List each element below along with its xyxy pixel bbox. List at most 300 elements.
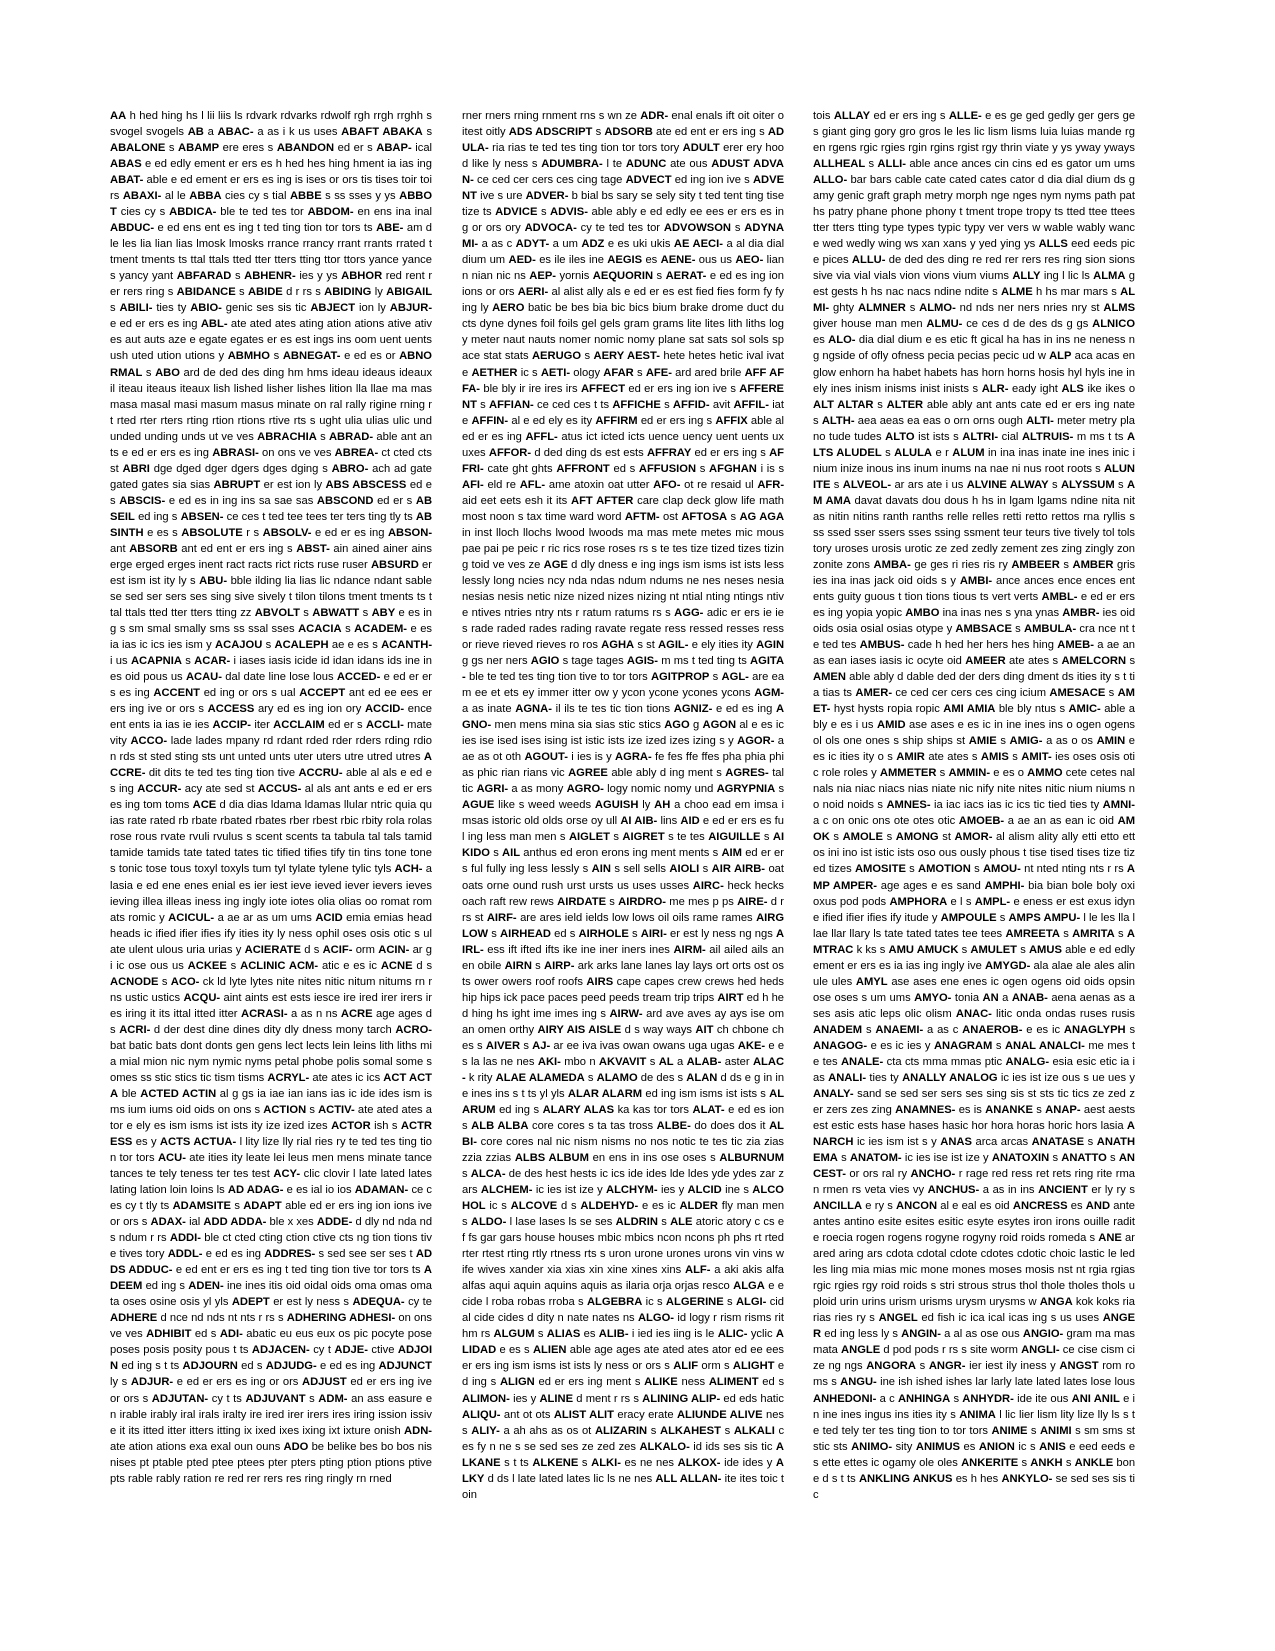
entry-suffixes: me mes te tes <box>813 1039 1135 1068</box>
entry-suffixes: ot re resaid ul <box>684 478 754 491</box>
entry-headword: ADUMBRA- <box>541 158 603 171</box>
entry-suffixes: en ens ina inal <box>357 206 432 219</box>
entry-headword: ANALLY ANALOG <box>902 1071 998 1084</box>
entry-headword: ACAR- <box>194 655 231 668</box>
entry-suffixes: ies y ys <box>299 270 338 283</box>
entry-suffixes: ar ared aring ars cdota cdotal cdote cdotes cdotic choic lastic le led les ling mia mias mic mone mones moses mosis nst nt rgia rgias rgic rgies rgy roid roids s stri strous strus thol thole tholes thols uploid urin urins urism urisms urysm urysms w <box>813 1232 1135 1309</box>
entry-suffixes: l te <box>606 158 623 171</box>
entry-suffixes: s <box>724 1424 731 1437</box>
entry-suffixes: es <box>1070 1200 1083 1213</box>
entry-suffixes: e in ine ines ingus ins ities ity s <box>813 1392 1135 1421</box>
entry-suffixes: ine ines itis oid oidal oids oma omas omata oses osine osis yl yls <box>110 1280 432 1309</box>
entry-suffixes: ant <box>110 542 126 555</box>
entry-suffixes: s <box>1118 478 1124 491</box>
entry-headword: AEGIS <box>607 254 643 267</box>
entry-suffixes: ies oses osis otic role roles y <box>813 751 1135 780</box>
entry-headword: AMOK <box>813 815 1135 844</box>
entry-suffixes: s <box>1052 1152 1059 1165</box>
entry-suffixes: do does dos it <box>694 1119 766 1132</box>
entry-headword: AND <box>1085 1200 1111 1213</box>
entry-suffixes: d s way ways <box>624 1023 693 1036</box>
entry-suffixes: ed ing s <box>499 1103 540 1116</box>
entry-headword: AMEN <box>813 671 846 684</box>
entry-suffixes: able ably e es i us <box>813 703 1135 732</box>
entry-headword: AFGHAN <box>709 462 757 475</box>
entry-suffixes: ness <box>462 1408 784 1437</box>
entry-suffixes: e ed edly ement er ers es h hed hes hing hment ia ias ing <box>145 158 432 171</box>
entry-headword: ALGO- <box>637 1312 675 1325</box>
entry-headword: ADVICE <box>495 206 538 219</box>
entry-headword: ANIME <box>991 1424 1028 1437</box>
entry-headword: AIGUILLE <box>708 831 761 844</box>
entry-headword: AIVER <box>485 1039 521 1052</box>
entry-suffixes: bar bars cable cate cated cates cator d dia dial dium ds gamy genic graft graph metry morph nge nges nym nyms path paths patry phane phone phony t tment trope tropy ts tted ttee ttees tter tters tting type types typic typy ver vers w wable wably wance wed wedly wing ws xan xans y yed ying ys <box>813 174 1135 251</box>
entry-headword: AETI- <box>540 366 571 379</box>
entry-suffixes: d r rs s <box>286 286 321 299</box>
entry-suffixes: s <box>885 446 891 459</box>
entry-headword: ADAMAN- <box>354 1184 409 1197</box>
entry-suffixes: e eed eeds es ette ettes ic ogamy ole oles <box>813 1440 1135 1469</box>
entry-headword: ALBURNUM <box>719 1152 784 1165</box>
entry-headword: ANAGRAM <box>933 1039 993 1052</box>
entry-headword: AMMETER <box>879 767 937 780</box>
entry-suffixes: cidal cide cides d dity n nate nates ns <box>462 1296 784 1325</box>
entry-suffixes: ed er s <box>377 494 413 507</box>
entry-headword: ALTER <box>886 398 924 411</box>
entry-suffixes: ge ges ri ries ris ry <box>914 558 1008 571</box>
entry-suffixes: cete cetes nal nals nia niac niacs nias niate nic nify nite nites nitic nium niums no noid noids s <box>813 767 1135 812</box>
entry-headword: ANAB- <box>1011 991 1048 1004</box>
entry-headword: ABAFT ABAKA <box>341 126 423 139</box>
entry-suffixes: hyst hysts ropia ropic <box>833 703 940 716</box>
entry-suffixes: eed eeds pice pices <box>813 238 1135 267</box>
entry-suffixes: a c <box>879 1392 895 1405</box>
entry-headword: ADDRES- <box>264 1248 316 1261</box>
entry-headword: AGREE <box>568 767 608 780</box>
entry-suffixes: ed ing ism isms ist ists s <box>645 1087 766 1100</box>
entry-suffixes: ble bly ntus s <box>998 703 1066 716</box>
entry-headword: ACE <box>192 799 217 812</box>
entry-headword: ADD ADDA- <box>203 1216 267 1229</box>
entry-suffixes: s <box>462 1168 468 1181</box>
entry-suffixes: gris ies ina inas jack oid oids s y <box>813 558 1135 587</box>
entry-headword: AGUISH <box>594 799 639 812</box>
entry-headword: ALUNITE <box>813 462 1135 491</box>
entry-headword: ALIEN <box>532 1344 567 1357</box>
entry-headword: ALT ALTAR <box>813 398 874 411</box>
entry-suffixes: s <box>273 350 280 363</box>
entry-headword: ABWATT <box>312 606 360 619</box>
entry-headword: AMONG <box>895 831 939 844</box>
entry-suffixes: s <box>480 398 486 411</box>
entry-suffixes: s <box>1020 943 1026 956</box>
entry-headword: ANADEM <box>813 1023 863 1036</box>
entry-suffixes: d dly dness e ing ings ism isms ist ists less lessly long ncies ncy nda ndas ndum ndums ne nes neses nesia nesias nesis netic nize nized nizes nizing nt ntial nting ntings ntive ntives ntries ntry nts r ratum ratums rs s <box>462 558 784 619</box>
entry-headword: ABVOLT <box>254 606 300 619</box>
entry-headword: AG AGA <box>739 510 784 523</box>
entry-suffixes: e ed er ers es ing yopia yopic <box>813 590 1135 619</box>
entry-suffixes: eld re <box>487 478 516 491</box>
entry-headword: ALCOHOL <box>462 1184 784 1213</box>
entry-headword: AMOEB- <box>958 815 1005 828</box>
entry-suffixes: a c on onic ons ote otes otic <box>813 815 956 828</box>
entry-suffixes: e ed es in ing ins sa sae sas <box>168 494 314 507</box>
entry-suffixes: ce ces cy t tly ts <box>110 1184 432 1213</box>
entry-suffixes: s <box>865 1023 872 1036</box>
entry-suffixes: e ed er ers es ing or ors <box>176 1376 299 1389</box>
entry-headword: ANAL ANALCI- <box>1004 1039 1085 1052</box>
entry-headword: AMBI- <box>959 574 993 587</box>
entry-headword: ANCON <box>896 1200 938 1213</box>
entry-suffixes: s <box>1036 1103 1042 1116</box>
entry-headword: ACNODE <box>110 975 159 988</box>
entry-suffixes: m ms t ts <box>1076 430 1124 443</box>
entry-suffixes: s <box>161 975 168 988</box>
entry-suffixes: ies oid oids osia osial osias otype y <box>813 606 1135 635</box>
entry-headword: ALIF <box>673 1360 699 1373</box>
entry-suffixes: gest gests h hs nac nacs ndine ndite s <box>813 270 1135 299</box>
entry-headword: ALVEOL- <box>842 478 892 491</box>
entry-headword: ALYSSUM <box>1060 478 1115 491</box>
entry-headword: ALGERINE <box>665 1296 724 1309</box>
entry-suffixes: ate ous <box>670 158 708 171</box>
entry-headword: ADJUTAN- <box>151 1392 209 1405</box>
entry-headword: ANAEMI- <box>875 1023 924 1036</box>
entry-headword: AN <box>982 991 999 1004</box>
entry-headword: ALS <box>1061 382 1084 395</box>
entry-headword: AFT AFTER <box>571 494 634 507</box>
entry-suffixes: ce ces d de des ds g gs <box>966 318 1089 331</box>
entry-headword: AGRA- <box>615 751 652 764</box>
entry-headword: ANIMUS <box>915 1440 960 1453</box>
entry-headword: AMBO <box>905 606 940 619</box>
entry-headword: ABRASI- <box>212 446 259 459</box>
entry-headword: AIRL- <box>462 927 784 956</box>
entry-headword: AMELCORN <box>1061 655 1127 668</box>
entry-headword: AFTOSA <box>681 510 728 523</box>
entry-suffixes: ence ent ents ia ias ie ies <box>110 703 432 732</box>
entry-suffixes: able al ed er es ing <box>462 414 784 443</box>
entry-suffixes: e es ial io ios <box>286 1184 352 1197</box>
entry-headword: ALCOVE <box>510 1200 558 1213</box>
entry-headword: ADVER- <box>525 190 569 203</box>
entry-headword: ANGER <box>813 1312 1135 1341</box>
entry-headword: ANGLI- <box>1021 1344 1060 1357</box>
entry-suffixes: s <box>995 1039 1002 1052</box>
entry-suffixes: s <box>833 478 840 491</box>
entry-headword: ACICUL- <box>168 911 215 924</box>
entry-headword: AMYL <box>855 975 888 988</box>
entry-headword: ADR- <box>640 110 669 122</box>
entry-headword: ALIY- <box>471 1424 500 1437</box>
entry-suffixes: dia dial dium e es etic ft gical ha has in ins ne neness ng ngside of ofly ofness pecia pecias pecic ud w <box>813 334 1135 363</box>
entry-headword: AFFID- <box>672 398 710 411</box>
entry-suffixes: ide ides y <box>724 1456 773 1469</box>
entry-suffixes: able ably ant ants cate ed er ers ing nate s <box>813 398 1135 427</box>
entry-headword: ALKOX- <box>677 1456 721 1469</box>
entry-suffixes: s <box>1021 1456 1028 1469</box>
entry-suffixes: a <box>207 126 214 139</box>
entry-headword: ABRACHIA <box>257 430 317 443</box>
entry-headword: AFFRI- <box>462 446 784 475</box>
entry-headword: AFFIX <box>715 414 748 427</box>
entry-suffixes: ghty <box>833 302 855 315</box>
entry-suffixes: h hed hing hs l lii liis ls rdvark rdvarks rdwolf rgh rrgh rrghh s svogel svogels <box>110 110 432 139</box>
entry-headword: AMOSITE <box>854 863 906 876</box>
entry-headword: AFFRONT <box>556 462 610 475</box>
entry-headword: AFFRAY <box>646 446 692 459</box>
entry-headword: ABBE <box>289 190 322 203</box>
entry-suffixes: ier iest ily iness y <box>969 1360 1056 1373</box>
entry-suffixes: de des s <box>640 1071 684 1084</box>
entry-headword: AMMIN- <box>948 767 991 780</box>
entry-suffixes: ness <box>681 1376 706 1389</box>
entry-headword: ALAT- <box>692 1103 725 1116</box>
entry-suffixes: aint aints est ests iesce ire ired irer irers ires iring it its ittal itted itter <box>110 991 432 1020</box>
entry-headword: ABBA <box>189 190 222 203</box>
entry-headword: AMESACE <box>1049 687 1106 700</box>
entry-headword: ACIN- <box>378 943 410 956</box>
entry-suffixes: ed eds hatic <box>723 1392 784 1405</box>
entry-headword: AMYGD- <box>984 959 1031 972</box>
entry-headword: ADJUR- <box>130 1376 174 1389</box>
entry-suffixes: bble ilding lia lias lic ndance ndant sable se sed ser sers ses sing sive sively t tilon tilons tment tments ts ttal ttals tted tter tters tting zz <box>110 574 432 619</box>
entry-headword: AFAR <box>603 366 634 379</box>
entry-suffixes: s <box>581 1456 588 1469</box>
entry-suffixes: d dia dias ldama ldamas llular ntric quia quias rate rated rb rbate rbated rbates rber rbest rbic rbity rola rolas rose rous rvate rvuli rvulus s scent scents ta tabula tal tals tamid tamide tamids tate tated tates tic tified tifies tify tin tins tone tones tonic tose tous toxyl toxyls tum tyl tylate tylene tylic tyls <box>110 799 432 876</box>
entry-headword: ANHINGA <box>897 1392 951 1405</box>
entry-suffixes: b bial bs sary se sely sity t ted tent ting tise tize ts <box>462 190 784 219</box>
entry-suffixes: ante antes antino esite esites esitic esyte esytes iron irons ouille radite roecia rogen rogens rogyne rogyny roid roids romeda s <box>813 1200 1135 1245</box>
entry-suffixes: s <box>535 959 541 972</box>
entry-headword: ALE <box>670 1216 693 1229</box>
entry-headword: ACNE <box>380 959 413 972</box>
entry-headword: ALLI- <box>877 158 907 171</box>
entry-headword: AMBL- <box>1041 590 1078 603</box>
entry-headword: AIRE- <box>737 895 768 908</box>
entry-suffixes: s tage tages <box>562 655 624 668</box>
entry-suffixes: a ae as ot oth <box>462 735 784 764</box>
entry-suffixes: ing l lic ls <box>1043 270 1090 283</box>
entry-headword: AMRITA <box>1072 927 1115 940</box>
entry-headword: ANARCH <box>813 1119 1135 1148</box>
entry-headword: AIRY AIS AISLE <box>537 1023 622 1036</box>
entry-headword: ANGORA <box>866 1360 916 1373</box>
entry-headword: ADSORB <box>604 126 653 139</box>
entry-headword: ADYT- <box>515 238 550 251</box>
entry-headword: ANIS <box>1039 1440 1066 1453</box>
entry-headword: ALULA <box>894 446 933 459</box>
entry-suffixes: ant ed ee ees er ers ing ive or ors s <box>110 687 432 716</box>
entry-headword: ALCHEM- <box>480 1184 533 1197</box>
entry-headword: ADAX- <box>150 1216 186 1229</box>
entry-suffixes: al als ant ants e ed er ers es ing tom toms <box>110 783 432 812</box>
entry-suffixes: e l s <box>950 895 972 908</box>
entry-headword: ALGA <box>733 1280 765 1293</box>
entry-suffixes: es <box>645 254 658 267</box>
entry-suffixes: ar ee iva ivas owan owans uga ugas <box>553 1039 735 1052</box>
entry-suffixes: s <box>1000 735 1006 748</box>
entry-headword: ANKH <box>1030 1456 1063 1469</box>
entry-suffixes: s <box>493 847 499 860</box>
entry-headword: AMEB- <box>1057 639 1094 652</box>
entry-headword: ADDI- <box>169 1232 201 1245</box>
entry-suffixes: s <box>230 959 237 972</box>
entry-headword: ADJUST <box>302 1376 347 1389</box>
entry-suffixes: se sed ses sis tic <box>813 1472 1135 1501</box>
entry-headword: ALTI- <box>1026 414 1054 427</box>
entry-headword: ADEQUA- <box>352 1296 405 1309</box>
entry-headword: ANHEDONI- <box>813 1392 877 1405</box>
entry-suffixes: avit <box>712 398 731 411</box>
entry-suffixes: ties ty <box>869 1071 899 1084</box>
entry-headword: ANHYDR- <box>962 1392 1014 1405</box>
entry-suffixes: lade lades mpany rd rdant rded rder rders rding rdion rds st sted sting sts unt unted unts uter uters utre utred utres <box>110 735 432 764</box>
entry-suffixes: aid eet eets esh it its <box>462 494 568 507</box>
entry-suffixes: a <box>676 1055 684 1068</box>
entry-headword: ANGIO- <box>1022 1328 1064 1341</box>
entry-headword: ANIMI <box>1039 1424 1072 1437</box>
entry-suffixes: ed s <box>554 927 576 940</box>
entry-suffixes: d dly nd nda nds ndum r rs <box>110 1216 432 1245</box>
entry-suffixes: id ids ses sis tic <box>693 1440 773 1453</box>
entry-headword: AFFIL- <box>733 398 769 411</box>
entry-suffixes: ed ing s <box>138 510 178 523</box>
entry-headword: AMREETA <box>1005 927 1060 940</box>
entry-headword: ALAMO <box>596 1071 638 1084</box>
entry-suffixes: a al dia dial dium um <box>462 238 784 267</box>
entry-suffixes: es h hes <box>955 1472 999 1485</box>
entry-headword: ABST- <box>296 542 330 555</box>
entry-suffixes: s <box>595 126 602 139</box>
entry-headword: ALP <box>1049 350 1072 363</box>
entry-suffixes: st <box>942 831 951 844</box>
entry-suffixes: ria rias te ted tes ting tion tor tors tory <box>492 142 680 155</box>
entry-suffixes: s <box>656 270 663 283</box>
entry-suffixes: s <box>868 158 875 171</box>
entry-headword: ABFARAD <box>176 270 232 283</box>
entry-suffixes: l le les lla llae llar llary ls tate tated tates tee tees <box>813 911 1135 940</box>
entry-headword: AE AECI- <box>673 238 723 251</box>
entry-suffixes: nd nds ner ners nries nry st <box>959 302 1100 315</box>
entry-suffixes: ly <box>642 799 651 812</box>
entry-headword: ANIMO- <box>851 1440 893 1453</box>
entry-headword: ANGEL <box>878 1312 918 1325</box>
entry-headword: ADJOURN <box>182 1360 238 1373</box>
entry-headword: ALAN <box>686 1071 718 1084</box>
entry-headword: AIT <box>695 1023 714 1036</box>
entry-suffixes: de des hest hests ic ics ide ides lde ldes yde ydes zar zars <box>462 1168 784 1197</box>
entry-headword: ANALG- <box>1005 1055 1050 1068</box>
entry-suffixes: e es o <box>993 767 1024 780</box>
entry-suffixes: ies y <box>660 1184 685 1197</box>
entry-headword: ABANDON <box>276 142 335 155</box>
entry-headword: ADJUVANT <box>245 1392 306 1405</box>
entry-headword: ALMA <box>1093 270 1126 283</box>
entry-headword: ANAP- <box>1045 1103 1081 1116</box>
entry-headword: ADHIBIT <box>146 1328 192 1341</box>
entry-suffixes: s <box>909 863 915 876</box>
entry-headword: ABO <box>155 366 180 379</box>
entry-suffixes: ite ites toic toin <box>462 1472 784 1501</box>
entry-suffixes: i ies is y <box>571 751 612 764</box>
entry-suffixes: ed er ers ing s <box>694 446 766 459</box>
entry-headword: AGITA- <box>462 655 784 684</box>
entry-suffixes: e ed es ing <box>715 703 773 716</box>
entry-headword: AETHER <box>471 366 518 379</box>
entry-suffixes: a as in ins <box>982 1184 1035 1197</box>
entry-headword: ADHERE <box>110 1312 158 1325</box>
entry-suffixes: cy t ts <box>211 1392 242 1405</box>
entry-headword: ALIGN <box>499 1376 535 1389</box>
entry-headword: ADVENT <box>462 174 784 203</box>
entry-headword: ALL ALLAN- <box>655 1472 722 1485</box>
entry-headword: AMTRAC <box>813 927 1135 956</box>
entry-suffixes: hete hetes hetic ival ivate <box>462 350 784 379</box>
entry-headword: AFL- <box>519 478 546 491</box>
entry-suffixes: orm s <box>701 1360 730 1373</box>
entry-headword: ALR- <box>981 382 1009 395</box>
entry-suffixes: am d le les lia lian lias lmosk lmosks rrance rrancy rrant rrants rrated t tment tments ts ttal ttals tted tter tters tting ttor ttors yance yances yancy yant <box>110 222 432 283</box>
entry-suffixes: s <box>730 510 737 523</box>
entry-headword: AFTM- <box>624 510 660 523</box>
entry-headword: ACH- <box>394 863 423 876</box>
entry-headword: AGRO- <box>566 783 604 796</box>
entry-suffixes: cape capes crew crews hed heds hip hips ick pace paces peed peeds tream trip trips <box>462 975 784 1004</box>
entry-suffixes: emia emias head heads ic ified ifier ifies ify ities ity ly ness ophil oses osis otic s ulate ulent ulous uria urias y <box>110 911 432 956</box>
entry-suffixes: aca acas englow enhorn ha habet habets has horn horns hosis hyl hyls ine inely ines inism inisms inist inists s <box>813 350 1135 395</box>
entry-headword: AEP- <box>529 270 557 283</box>
entry-headword: ACID <box>315 911 343 924</box>
entry-suffixes: ed fish ic ica ical icas ing s us uses <box>921 1312 1100 1325</box>
entry-suffixes: ed ing s <box>462 1360 784 1389</box>
entry-suffixes: e es ge ged gedly ger gers ges giant ging gory gro gros le les lic lism lisms luia luias mande rgen rgens rgic rgies rgin rgins rgist rgy thrin viate y ys yway yways <box>813 110 1135 155</box>
entry-headword: AGOUT- <box>524 751 568 764</box>
entry-suffixes: cade h hed her hers hes hing <box>907 639 1054 652</box>
entry-headword: AFFICHE <box>612 398 661 411</box>
entry-suffixes: er est ion ly <box>263 478 323 491</box>
entry-headword: ADN- <box>404 1424 432 1437</box>
entry-headword: ANAGLYPH <box>1063 1023 1126 1036</box>
entry-suffixes: ine s <box>725 1184 749 1197</box>
entry-headword: ALDER <box>679 1200 719 1213</box>
entry-suffixes: ate ates ic ics <box>312 1071 381 1084</box>
entry-headword: AGITPROP <box>650 671 710 684</box>
entry-headword: ANAMNES- <box>895 1103 956 1116</box>
entry-suffixes: e ed ens ent es ing t ted ting tion tor tors ts <box>157 222 373 235</box>
entry-headword: ADVOCA- <box>524 222 577 235</box>
entry-headword: AGE <box>543 558 568 571</box>
entry-suffixes: s <box>1030 1424 1037 1437</box>
entry-suffixes: s <box>540 206 547 219</box>
entry-headword: ANATASE <box>1031 1136 1085 1148</box>
entry-headword: AKVAVIT <box>598 1055 647 1068</box>
entry-headword: AMPHORA <box>889 895 948 908</box>
entry-suffixes: ial <box>189 1216 201 1229</box>
entry-suffixes: al e eal es oid <box>940 1200 1010 1213</box>
entry-suffixes: s <box>877 398 883 411</box>
entry-suffixes: able ably e ed edly ee ees er ers es ing or ors ory <box>462 206 784 235</box>
column-2 <box>462 108 784 1578</box>
entry-suffixes: s sed see ser ses t <box>318 1248 413 1261</box>
entry-suffixes: batic be bes bia bic bics bium brake drome duct ducts dyne dynes foil foils gel gels gram grams lite lites lith liths logy meter naut nauts nomer nomic nomy plane sat sats sol sols space stat stats <box>462 302 784 363</box>
entry-suffixes: ant ot ots <box>503 1408 551 1421</box>
entry-suffixes: bia bian bole boly oxi oxus pod pods <box>813 879 1135 908</box>
entry-suffixes: ia iac iacs ias ic ics tic tied ties ty <box>934 799 1100 812</box>
entry-headword: ALGEBRA <box>586 1296 643 1309</box>
entry-suffixes: sand se sed ser sers ses sing sis st sts tic tics ze zed zer zers zes zing <box>813 1087 1135 1116</box>
entry-suffixes: ed s <box>613 462 636 475</box>
